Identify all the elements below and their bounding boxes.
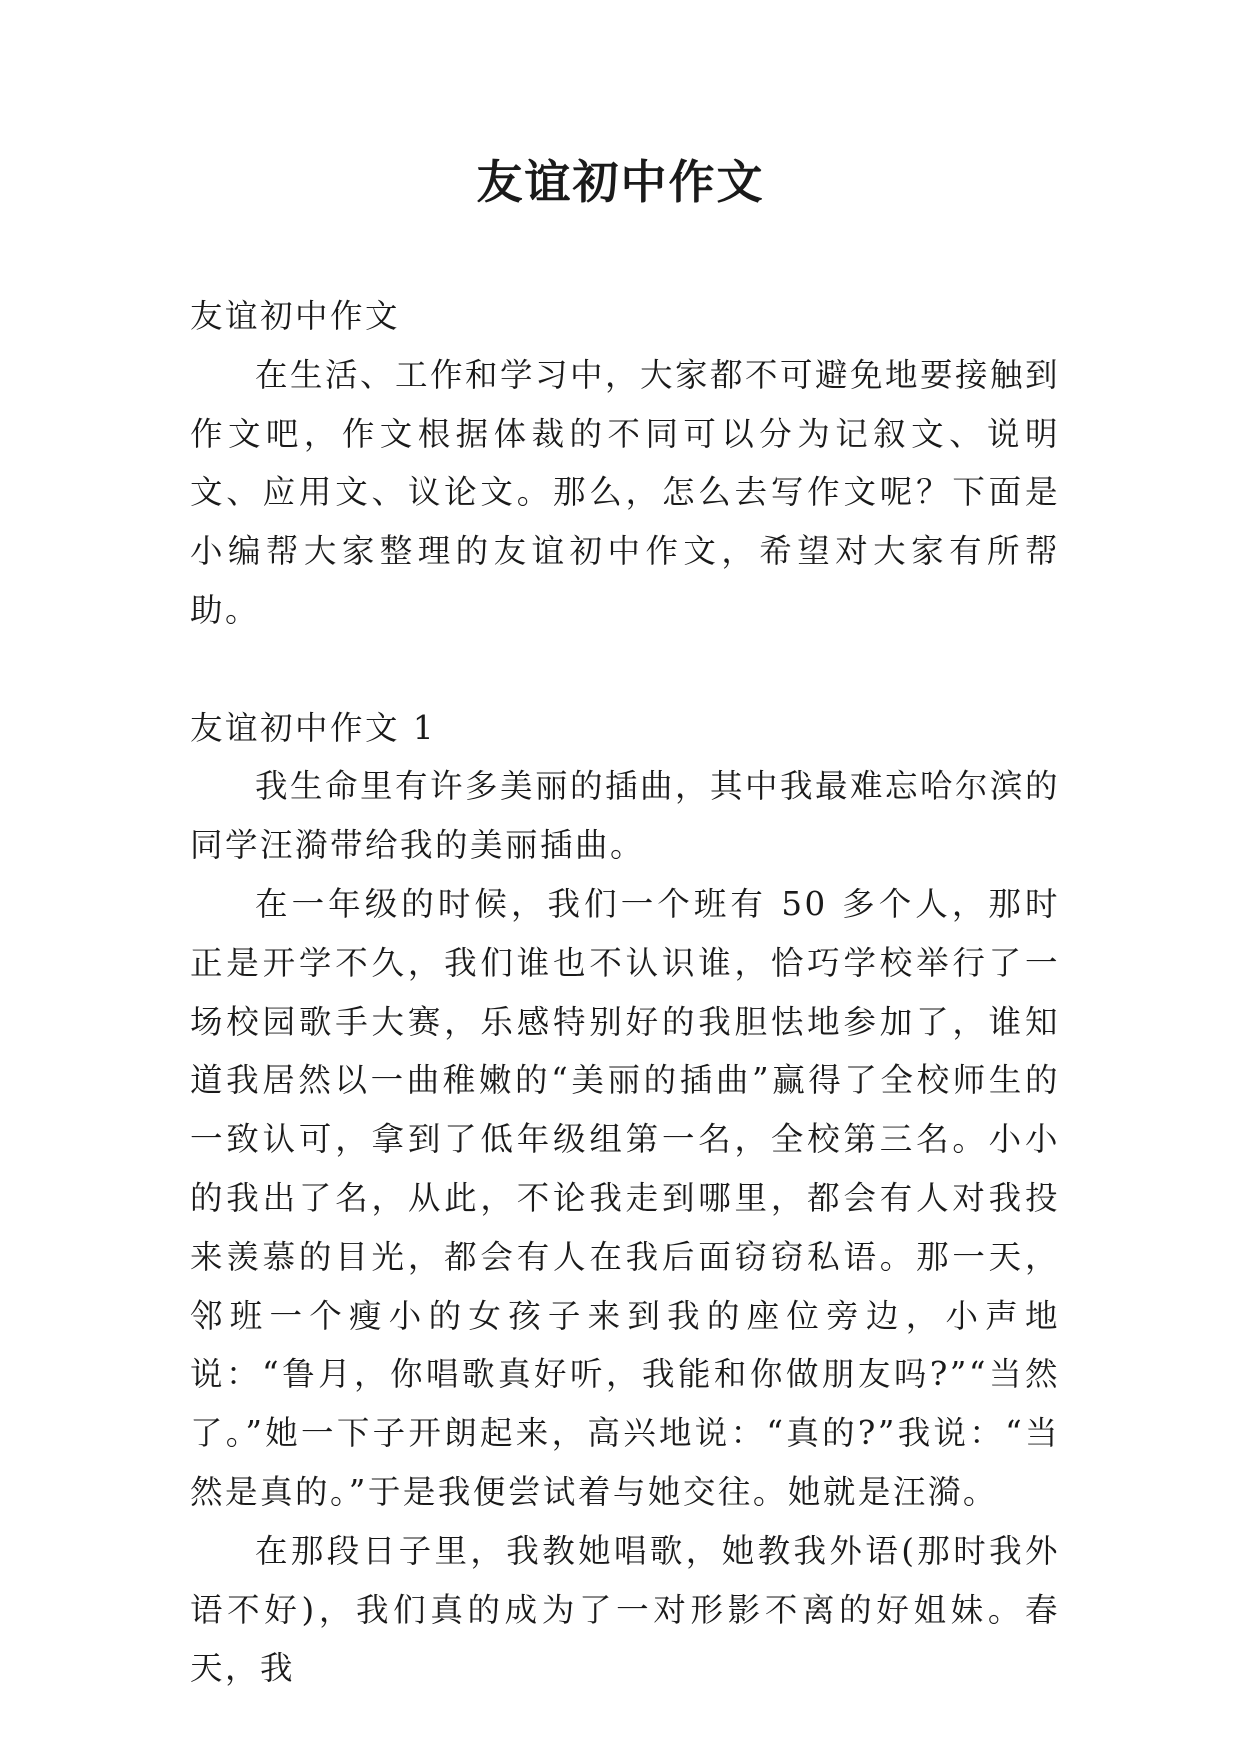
section1-heading: 友谊初中作文 1 [190, 708, 437, 747]
intro-paragraph: 在生活、工作和学习中，大家都不可避免地要接触到作文吧，作文根据体裁的不同可以分为记叙文、说明文、应用文、议论文。那么，怎么去写作文呢？下面是小编帮大家整理的友谊初中作文，希望对大家有所帮助。 [190, 355, 1061, 629]
section1-paragraph-2: 在一年级的时候，我们一个班有 50 多个人，那时正是开学不久，我们谁也不认识谁，恰巧学校举行了一场校园歌手大赛，乐感特别好的我胆怯地参加了，谁知道我居然以一曲稚嫩的“美丽的插曲”赢得了全校师生的一致认可，拿到了低年级组第一名，全校第三名。小小的我出了名，从此，不论我走到哪里，都会有人对我投来羡慕的目光，都会有人在我后面窃窃私语。那一天，邻班一个瘦小的女孩子来到我的座位旁边，小声地说：“鲁月，你唱歌真好听，我能和你做朋友吗?”“当然了。”她一下子开朗起来，高兴地说：“真的?”我说：“当然是真的。”于是我便尝试着与她交往。她就是汪漪。 [190, 884, 1060, 1511]
document-body [190, 287, 1060, 1698]
section1-paragraph-3: 在那段日子里，我教她唱歌，她教我外语(那时我外语不好)，我们真的成为了一对形影不离的好姐妹。春天，我 [190, 1531, 1060, 1688]
intro-heading: 友谊初中作文 [190, 297, 401, 335]
section1-paragraph-1: 我生命里有许多美丽的插曲，其中我最难忘哈尔滨的同学汪漪带给我的美丽插曲。 [190, 767, 1061, 865]
document-title: 友谊初中作文 [476, 155, 765, 209]
section-spacer [190, 640, 1060, 699]
